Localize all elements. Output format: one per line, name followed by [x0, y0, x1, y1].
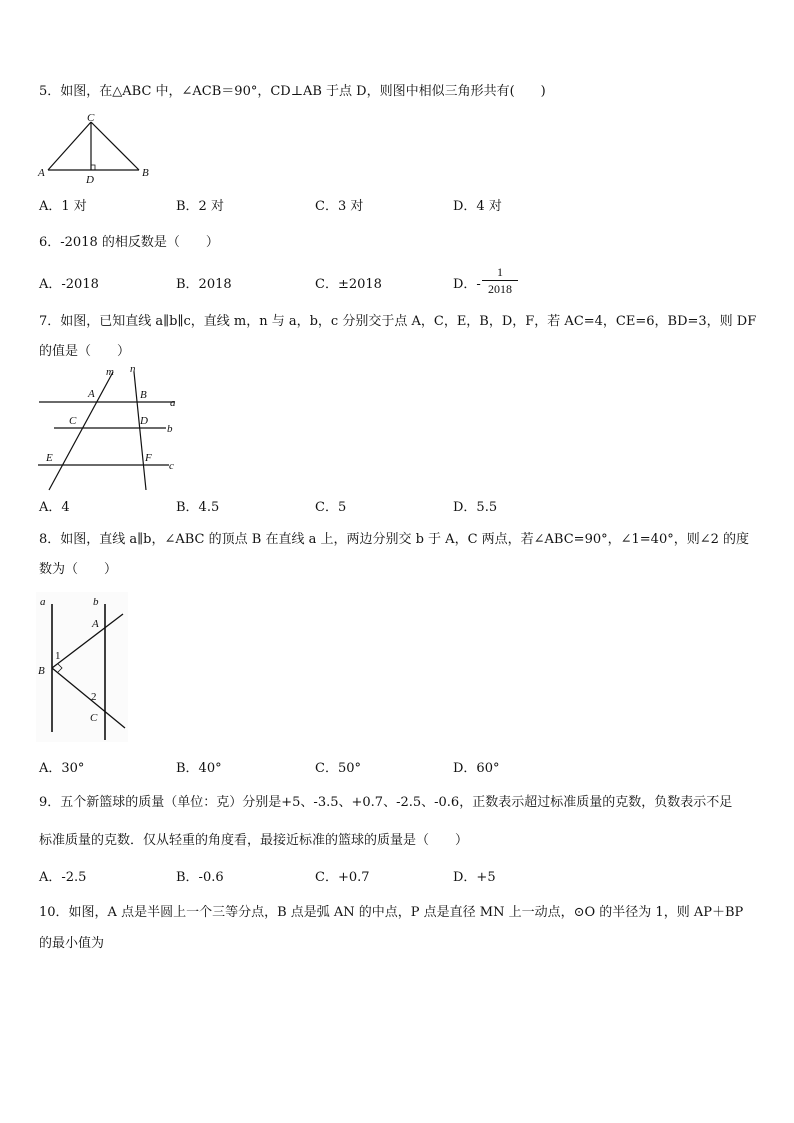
- fraction-denominator: 2018: [488, 282, 512, 296]
- label-F: F: [145, 452, 152, 464]
- q10-stem-line1: 10．如图，A 点是半圆上一个三等分点，B 点是弧 AN 的中点，P 点是直径 MN 上一动点，⊙O 的半径为 1，则 AP＋BP: [39, 905, 744, 920]
- q9-option-d: D．+5: [453, 870, 496, 885]
- label-B: B: [142, 167, 149, 179]
- label-A: A: [92, 618, 99, 630]
- q9-option-c: C．+0.7: [315, 870, 370, 885]
- q9-option-b: B．-0.6: [176, 870, 224, 885]
- q9-option-a: A．-2.5: [39, 870, 87, 885]
- label-E: E: [46, 452, 53, 464]
- label-2: 2: [91, 691, 97, 703]
- q8-stem-line1: 8．如图，直线 a∥b，∠ABC 的顶点 B 在直线 a 上，两边分别交 b 于 A，C 两点，若∠ABC=90°，∠1=40°，则∠2 的度: [39, 532, 750, 547]
- label-1: 1: [55, 650, 61, 662]
- fraction-numerator: 1: [497, 265, 503, 279]
- label-B: B: [140, 389, 147, 401]
- label-m: m: [106, 366, 114, 378]
- label-b: b: [167, 423, 173, 435]
- q5-option-b: B．2 对: [176, 199, 224, 214]
- label-a: a: [40, 596, 46, 608]
- label-A: A: [38, 167, 45, 179]
- q7-stem-line2: 的值是（ ）: [39, 344, 131, 359]
- label-A: A: [88, 388, 95, 400]
- label-B: B: [38, 665, 45, 677]
- label-C: C: [90, 712, 98, 724]
- label-a: a: [170, 397, 176, 409]
- q8-angle-figure: [36, 592, 131, 744]
- q7-option-a: A．4: [39, 500, 70, 515]
- label-C: C: [69, 415, 77, 427]
- q6-option-d-prefix: D．-: [453, 277, 481, 292]
- q8-stem-line2: 数为（ ）: [39, 562, 118, 577]
- q7-option-d: D．5.5: [453, 500, 498, 515]
- q6-option-d-fraction: [482, 265, 518, 296]
- q5-stem: 5．如图，在△ABC 中，∠ACB＝90°，CD⊥AB 于点 D，则图中相似三角形共有( ): [39, 84, 546, 99]
- q8-option-d: D．60°: [453, 761, 500, 776]
- q5-option-d: D．4 对: [453, 199, 502, 214]
- q7-stem-line1: 7．如图，已知直线 a∥b∥c，直线 m，n 与 a，b，c 分别交于点 A，C，E，B，D，F，若 AC=4，CE=6，BD=3，则 DF: [39, 314, 757, 329]
- q9-stem-line2: 标准质量的克数．仅从轻重的角度看，最接近标准的篮球的质量是（ ）: [39, 833, 469, 848]
- q7-option-c: C．5: [315, 500, 347, 515]
- q6-option-c: C．±2018: [315, 277, 382, 292]
- label-n: n: [130, 363, 136, 375]
- q8-option-b: B．40°: [176, 761, 222, 776]
- label-C: C: [87, 112, 95, 124]
- label-D: D: [86, 174, 94, 185]
- q5-triangle-figure: [36, 110, 156, 185]
- q7-option-b: B．4.5: [176, 500, 220, 515]
- q7-parallel-lines-figure: [36, 362, 186, 494]
- q6-stem: 6．-2018 的相反数是（ ）: [39, 235, 219, 250]
- q6-option-a: A．-2018: [39, 277, 99, 292]
- label-D: D: [140, 415, 148, 427]
- q8-option-a: A．30°: [39, 761, 85, 776]
- q5-option-a: A．1 对: [39, 199, 87, 214]
- q5-option-c: C．3 对: [315, 199, 364, 214]
- q10-stem-line2: 的最小值为: [39, 936, 105, 951]
- q8-option-c: C．50°: [315, 761, 361, 776]
- q6-option-b: B．2018: [176, 277, 232, 292]
- label-c: c: [169, 460, 174, 472]
- q9-stem-line1: 9．五个新篮球的质量（单位：克）分别是+5、-3.5、+0.7、-2.5、-0.6，正数表示超过标准质量的克数，负数表示不足: [39, 795, 733, 810]
- label-b: b: [93, 596, 99, 608]
